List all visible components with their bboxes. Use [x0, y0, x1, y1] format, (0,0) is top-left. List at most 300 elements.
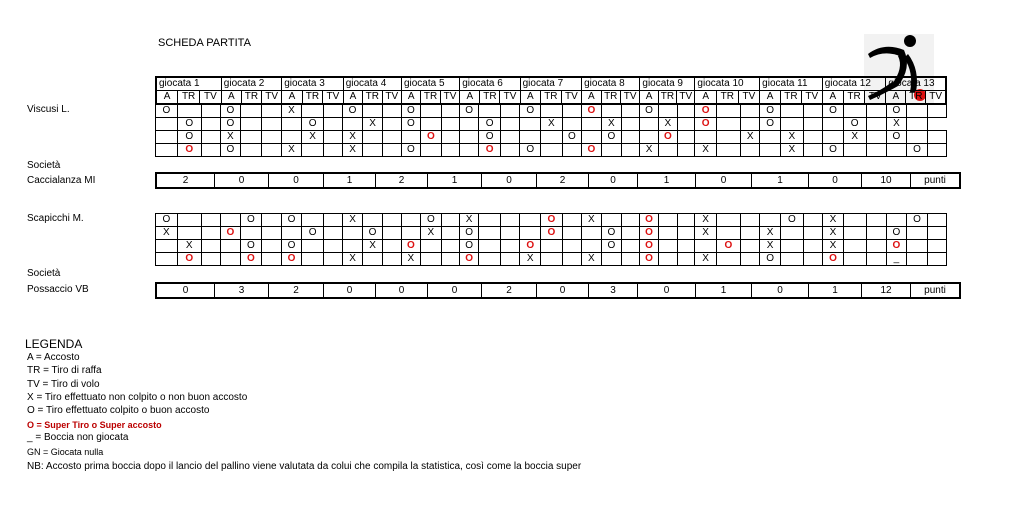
shot-mark: O: [162, 105, 171, 116]
shot-cell: [240, 144, 262, 157]
shot-cell: [906, 240, 928, 253]
shot-cell: [843, 240, 866, 253]
shot-cell: [262, 131, 281, 144]
shot-cell: [302, 240, 324, 253]
shot-cell: [622, 131, 640, 144]
shot-mark: O: [526, 105, 535, 116]
subcolumn-header-tr: TR: [717, 91, 739, 105]
shot-mark: X: [702, 214, 709, 225]
shot-mark: O: [607, 131, 616, 142]
shot-cell: [441, 240, 459, 253]
shot-cell: [695, 240, 717, 253]
shot-cell: [695, 144, 717, 157]
shot-cell: [459, 214, 478, 227]
shot-cell: [201, 214, 220, 227]
subcolumn-header-a: A: [460, 91, 480, 105]
shot-mark: X: [607, 118, 615, 129]
score-cell: 2: [376, 173, 428, 188]
shot-cell: [866, 118, 887, 131]
shot-mark: X: [465, 214, 473, 225]
shot-cell: [640, 214, 658, 227]
shot-mark: O: [287, 253, 296, 264]
shot-mark: X: [369, 240, 376, 251]
shot-cell: [678, 253, 695, 266]
shot-cell: [343, 240, 362, 253]
giocata-header: giocata 4: [343, 77, 401, 91]
subcolumn-header-tr: TR: [241, 91, 261, 105]
shot-cell: [601, 240, 622, 253]
score-cell: 1: [428, 173, 482, 188]
shot-cell: [582, 227, 601, 240]
shot-cell: [501, 105, 520, 118]
legend-title: LEGENDA: [25, 337, 83, 351]
shot-cell: [459, 253, 478, 266]
subcolumn-header-tv: TV: [382, 91, 401, 105]
shot-mark: O: [226, 144, 235, 155]
shot-cell: [541, 131, 563, 144]
shot-mark: O: [829, 144, 837, 155]
score-cell: 2: [269, 283, 324, 298]
shot-cell: [695, 214, 717, 227]
shot-mark: X: [349, 144, 356, 155]
shot-cell: [906, 214, 928, 227]
shot-cell: [803, 253, 822, 266]
score-cell: 1: [752, 173, 809, 188]
shot-cell: [541, 214, 563, 227]
shot-mark: X: [548, 118, 555, 129]
shot-cell: [281, 214, 302, 227]
shot-cell: [906, 227, 928, 240]
shot-cell: [780, 144, 803, 157]
giocata-header: giocata 9: [640, 77, 695, 91]
shot-mark: O: [485, 131, 494, 142]
shot-cell: [601, 118, 622, 131]
shot-cell: [695, 253, 717, 266]
shot-mark: X: [851, 131, 859, 142]
shot-mark: O: [701, 118, 710, 129]
shot-cell: [740, 253, 759, 266]
shot-cell: [640, 105, 658, 118]
shot-mark: X: [829, 240, 837, 251]
shot-cell: [843, 131, 866, 144]
shot-cell: [240, 253, 262, 266]
shot-mark: O: [308, 227, 317, 238]
shot-cell: [582, 131, 601, 144]
shot-cell: [780, 240, 803, 253]
shot-mark: O: [426, 131, 435, 142]
shot-cell: [760, 105, 781, 118]
shot-cell: [323, 118, 342, 131]
shot-cell: [541, 144, 563, 157]
subcolumn-header-tv: TV: [620, 91, 639, 105]
shot-cell: [658, 240, 677, 253]
shot-cell: [221, 240, 240, 253]
shot-row: [156, 214, 947, 227]
shot-cell: [541, 253, 563, 266]
shot-cell: [383, 253, 401, 266]
shot-cell: [383, 144, 401, 157]
subcolumn-header-tv: TV: [865, 91, 886, 105]
subcolumn-header-tv: TV: [200, 91, 222, 105]
giocata-header: giocata 2: [221, 77, 281, 91]
shot-cell: [658, 144, 677, 157]
shot-cell: [362, 253, 383, 266]
shot-cell: [343, 253, 362, 266]
shot-cell: [401, 105, 420, 118]
shot-mark: O: [607, 227, 616, 238]
shot-cell: [760, 214, 781, 227]
shot-cell: [156, 240, 178, 253]
shot-mark: O: [308, 118, 317, 129]
shot-cell: [803, 131, 822, 144]
shot-mark: _: [893, 253, 900, 264]
shot-cell: [658, 227, 677, 240]
shot-cell: [240, 131, 262, 144]
shot-row: [156, 227, 947, 240]
subcolumn-header-tr: TR: [658, 91, 676, 105]
shot-cell: [221, 253, 240, 266]
shot-cell: [459, 118, 478, 131]
shot-cell: [201, 144, 220, 157]
shot-cell: [678, 227, 695, 240]
shot-cell: [780, 131, 803, 144]
shot-cell: [262, 105, 281, 118]
shot-cell: [541, 227, 563, 240]
shot-mark: O: [406, 240, 415, 251]
shot-cell: [866, 131, 887, 144]
shot-cell: [302, 214, 324, 227]
shot-cell: [823, 118, 844, 131]
shot-mark: O: [645, 240, 653, 251]
shot-mark: O: [766, 118, 775, 129]
shot-mark: O: [465, 227, 473, 238]
shot-cell: [156, 144, 178, 157]
player2-name: Scapicchi M.: [27, 213, 84, 224]
shot-cell: [582, 118, 601, 131]
subcolumn-header-tv: TV: [500, 91, 520, 105]
legend-line: TV = Tiro di volo: [27, 379, 100, 390]
shot-mark: X: [829, 214, 837, 225]
shot-mark: O: [465, 240, 473, 251]
shot-cell: [441, 131, 459, 144]
subcolumn-header-tr: TR: [178, 91, 200, 105]
shot-cell: [658, 253, 677, 266]
shot-cell: [302, 105, 324, 118]
shot-cell: [622, 105, 640, 118]
player2-scores: [155, 282, 961, 299]
shot-cell: [803, 227, 822, 240]
giocata-header: giocata 13: [886, 77, 946, 91]
subcolumn-header-a: A: [221, 91, 241, 105]
shot-mark: O: [645, 253, 653, 264]
score-cell: 3: [589, 283, 638, 298]
player1-society: Caccialanza MI: [27, 175, 96, 186]
shot-mark: O: [766, 253, 775, 264]
shot-cell: [695, 105, 717, 118]
shot-cell: [421, 253, 442, 266]
player1-grid: [155, 104, 947, 157]
shot-cell: [262, 240, 281, 253]
shot-cell: [716, 131, 740, 144]
shot-cell: [281, 131, 302, 144]
shot-cell: [780, 214, 803, 227]
shot-mark: O: [485, 144, 494, 155]
shot-mark: O: [892, 105, 901, 116]
subcolumn-header-tv: TV: [801, 91, 822, 105]
shot-cell: [716, 227, 740, 240]
score-cell: 1: [809, 283, 862, 298]
shot-cell: [760, 144, 781, 157]
shot-cell: [716, 214, 740, 227]
shot-cell: [421, 227, 442, 240]
shot-cell: [281, 240, 302, 253]
shot-cell: [421, 214, 442, 227]
shot-cell: [343, 131, 362, 144]
subcolumn-header-a: A: [822, 91, 843, 105]
subcolumn-header-row: [156, 91, 946, 105]
shot-cell: [240, 227, 262, 240]
shot-cell: [262, 144, 281, 157]
shot-cell: [823, 227, 844, 240]
shot-cell: [441, 118, 459, 131]
score-cell: 3: [215, 283, 269, 298]
shot-cell: [201, 118, 220, 131]
shot-cell: [262, 214, 281, 227]
subcolumn-header-a: A: [582, 91, 601, 105]
logo-head: [904, 35, 916, 47]
shot-cell: [716, 144, 740, 157]
shot-cell: [520, 105, 541, 118]
shot-cell: [541, 240, 563, 253]
shot-cell: [678, 240, 695, 253]
shot-cell: [740, 131, 759, 144]
shot-cell: [383, 131, 401, 144]
shot-cell: [281, 227, 302, 240]
legend-nb: NB: Accosto prima boccia dopo il lancio del pallino viene valutata da colui che compila la statistica, così come la boccia super: [27, 461, 582, 472]
shot-cell: [887, 214, 906, 227]
shot-cell: [221, 214, 240, 227]
shot-cell: [740, 105, 759, 118]
shot-cell: [421, 105, 442, 118]
shot-mark: O: [185, 131, 194, 142]
score-cell: 0: [324, 283, 376, 298]
giocata-header: giocata 5: [401, 77, 459, 91]
shot-cell: [323, 144, 342, 157]
shot-mark: O: [829, 105, 837, 116]
shot-mark: O: [426, 214, 435, 225]
shot-cell: [221, 131, 240, 144]
shot-cell: [302, 144, 324, 157]
shot-cell: [401, 118, 420, 131]
shot-mark: O: [913, 144, 921, 155]
shot-cell: [640, 227, 658, 240]
shot-cell: [601, 214, 622, 227]
shot-cell: [281, 253, 302, 266]
giocata-header: giocata 10: [695, 77, 760, 91]
subcolumn-header-tr: TR: [541, 91, 562, 105]
shot-cell: [459, 105, 478, 118]
shot-mark: X: [185, 240, 193, 251]
shot-mark: O: [892, 240, 901, 251]
giocata-header: giocata 3: [282, 77, 344, 91]
shot-cell: [622, 118, 640, 131]
shot-cell: [780, 118, 803, 131]
shot-cell: [362, 227, 383, 240]
shot-cell: [601, 105, 622, 118]
shot-cell: [302, 118, 324, 131]
shot-cell: [520, 240, 541, 253]
score-cell: 0: [269, 173, 324, 188]
shot-cell: [887, 131, 906, 144]
shot-cell: [302, 227, 324, 240]
shot-mark: X: [526, 253, 534, 264]
score-cell: 0: [156, 283, 215, 298]
shot-cell: [716, 118, 740, 131]
shot-cell: [501, 131, 520, 144]
shot-cell: [221, 227, 240, 240]
giocata-header-row: [156, 77, 946, 91]
shot-row: [156, 253, 947, 266]
shot-cell: [302, 253, 324, 266]
shot-cell: [362, 240, 383, 253]
shot-cell: [401, 227, 420, 240]
shot-cell: [541, 118, 563, 131]
giocata-header: giocata 8: [582, 77, 640, 91]
shot-mark: O: [247, 253, 255, 264]
shot-cell: [562, 144, 581, 157]
shot-mark: O: [162, 214, 171, 225]
shot-mark: O: [701, 105, 710, 116]
shot-mark: O: [892, 131, 901, 142]
shot-cell: [262, 118, 281, 131]
shot-cell: [780, 253, 803, 266]
subcolumn-header-a: A: [695, 91, 717, 105]
shot-mark: X: [645, 144, 653, 155]
subcolumn-header-tr: TR: [781, 91, 802, 105]
total-score: 10: [862, 173, 911, 188]
shot-cell: [843, 253, 866, 266]
subcolumn-header-tv: TV: [926, 91, 946, 105]
shot-cell: [658, 105, 677, 118]
shot-cell: [582, 214, 601, 227]
shot-cell: [479, 214, 501, 227]
shot-mark: O: [607, 240, 616, 251]
subcolumn-header-a: A: [640, 91, 658, 105]
score-cell: 0: [589, 173, 638, 188]
shot-cell: [262, 227, 281, 240]
shot-row: [156, 131, 947, 144]
shot-cell: [323, 240, 342, 253]
shot-cell: [716, 253, 740, 266]
shot-cell: [823, 253, 844, 266]
shot-mark: O: [226, 105, 235, 116]
shot-cell: [582, 240, 601, 253]
shot-cell: [887, 227, 906, 240]
score-cell: 0: [428, 283, 482, 298]
shot-mark: O: [547, 227, 556, 238]
score-cell: 0: [809, 173, 862, 188]
shot-mark: O: [645, 214, 653, 225]
shot-cell: [695, 118, 717, 131]
score-cell: 0: [696, 173, 752, 188]
shot-cell: [362, 144, 383, 157]
shot-cell: [843, 144, 866, 157]
shot-cell: [622, 214, 640, 227]
shot-cell: [866, 253, 887, 266]
shot-cell: [479, 118, 501, 131]
shot-cell: [678, 214, 695, 227]
shot-cell: [156, 131, 178, 144]
legend-line: X = Tiro effettuato non colpito o non buon accosto: [27, 392, 248, 403]
shot-cell: [906, 118, 928, 131]
shot-cell: [622, 253, 640, 266]
shot-cell: [658, 214, 677, 227]
shot-cell: [520, 214, 541, 227]
score-cell: 0: [537, 283, 589, 298]
shot-mark: X: [893, 118, 900, 129]
legend-line: TR = Tiro di raffa: [27, 365, 102, 376]
shot-row: [156, 240, 947, 253]
shot-mark: X: [788, 144, 796, 155]
player2-society-label: Società: [27, 268, 61, 279]
score-cell: 0: [752, 283, 809, 298]
shot-cell: [582, 105, 601, 118]
shot-cell: [201, 105, 220, 118]
shot-cell: [201, 253, 220, 266]
score-cell: 0: [482, 173, 537, 188]
shot-mark: O: [766, 105, 775, 116]
shot-cell: [383, 105, 401, 118]
shot-mark: X: [309, 131, 316, 142]
shot-cell: [823, 214, 844, 227]
shot-cell: [177, 131, 201, 144]
shot-cell: [622, 144, 640, 157]
player2-grid: [155, 213, 947, 266]
shot-cell: [441, 214, 459, 227]
shot-mark: O: [348, 105, 357, 116]
shot-mark: O: [913, 214, 921, 225]
subcolumn-header-tr: TR: [906, 91, 926, 105]
points-label: punti: [911, 173, 961, 188]
shot-mark: X: [588, 253, 595, 264]
shot-mark: O: [185, 118, 194, 129]
shot-cell: [281, 105, 302, 118]
shot-mark: O: [787, 214, 796, 225]
shot-cell: [459, 131, 478, 144]
shot-mark: X: [702, 253, 709, 264]
subcolumn-header-tv: TV: [323, 91, 344, 105]
player1-scores: [155, 172, 961, 189]
giocata-header: giocata 6: [460, 77, 520, 91]
shot-mark: X: [163, 227, 170, 238]
shot-cell: [479, 131, 501, 144]
shot-cell: [459, 227, 478, 240]
subcolumn-header-a: A: [886, 91, 906, 105]
shot-cell: [866, 240, 887, 253]
shot-mark: O: [645, 227, 653, 238]
shot-cell: [678, 118, 695, 131]
shot-cell: [221, 118, 240, 131]
shot-cell: [601, 227, 622, 240]
shot-mark: X: [588, 214, 595, 225]
shot-mark: O: [850, 118, 859, 129]
shot-cell: [323, 105, 342, 118]
shot-cell: [401, 240, 420, 253]
shot-cell: [695, 131, 717, 144]
shot-mark: X: [702, 144, 709, 155]
shot-cell: [221, 144, 240, 157]
shot-row: [156, 144, 947, 157]
